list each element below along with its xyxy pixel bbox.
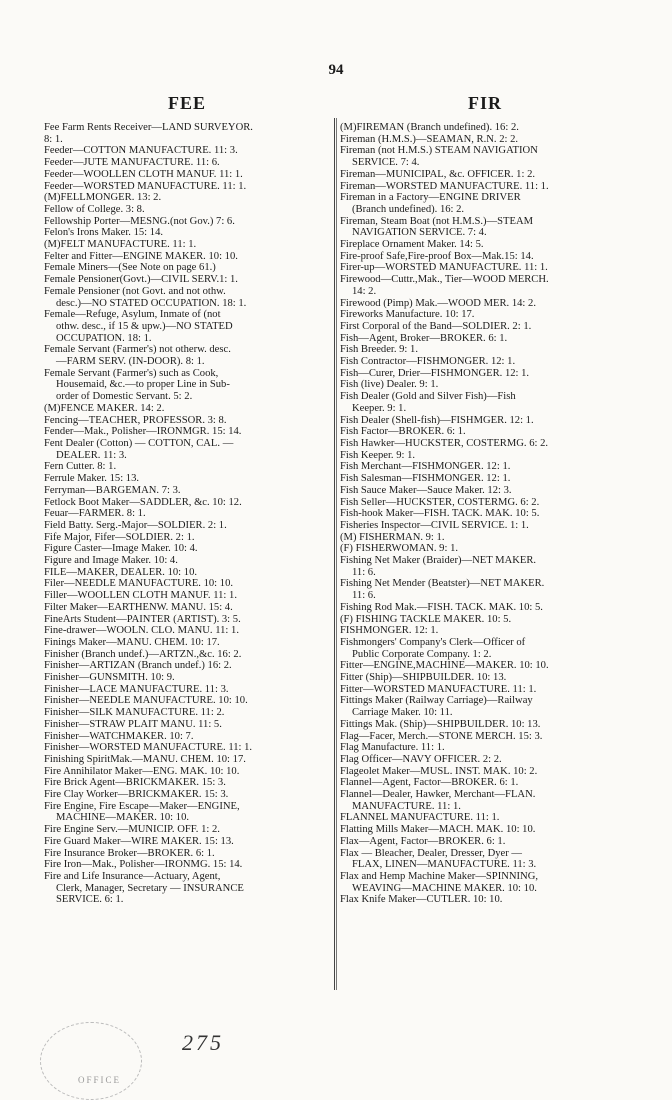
index-entry: Flannel—Agent, Factor—BROKER. 6: 1. <box>340 777 519 789</box>
index-entry: Fire Brick Agent—BRICKMAKER. 15: 3. <box>44 777 226 789</box>
index-entry: Fender—Mak., Polisher—IRONMGR. 15: 14. <box>44 426 242 438</box>
index-entry: Ferrule Maker. 15: 13. <box>44 473 140 485</box>
index-entry: 11: 6. <box>352 566 376 578</box>
index-entry: Fireman (H.M.S.)—SEAMAN, R.N. 2: 2. <box>340 133 519 145</box>
index-entry: Figure Caster—Image Maker. 10: 4. <box>44 543 198 555</box>
index-entry: Feeder—WORSTED MANUFACTURE. 11: 1. <box>44 180 247 192</box>
index-entry: Fish Dealer (Shell-fish)—FISHMGER. 12: 1. <box>340 414 534 426</box>
index-entry: DEALER. 11: 3. <box>56 449 127 461</box>
index-entry: Finisher—STRAW PLAIT MANU. 11: 5. <box>44 718 222 730</box>
index-entry: SERVICE. 6: 1. <box>56 894 124 906</box>
index-entry: OCCUPATION. 18: 1. <box>56 332 152 344</box>
index-entry: Fire Engine, Fire Escape—Maker—ENGINE, <box>44 800 240 812</box>
index-entry: FLANNEL MANUFACTURE. 11: 1. <box>340 812 500 824</box>
index-entry: Feeder—JUTE MANUFACTURE. 11: 6. <box>44 157 220 169</box>
index-entry: Fisheries Inspector—CIVIL SERVICE. 1: 1. <box>340 519 529 531</box>
index-entry: Fellowship Porter—MESNG.(not Gov.) 7: 6. <box>44 215 235 227</box>
heading-right: FIR <box>468 93 502 113</box>
index-entry: Fish Factor—BROKER. 6: 1. <box>340 426 466 438</box>
index-entry: Fish Hawker—HUCKSTER, COSTERMG. 6: 2. <box>340 437 549 449</box>
right-column <box>340 122 628 906</box>
index-entry: (F) FISHERWOMAN. 9: 1. <box>340 543 459 555</box>
index-entry: Flax — Bleacher, Dealer, Dresser, Dyer — <box>340 847 522 859</box>
index-entry: NAVIGATION SERVICE. 7: 4. <box>352 227 487 239</box>
index-entry: Firewood (Pimp) Mak.—WOOD MER. 14: 2. <box>340 297 536 309</box>
index-entry: Fent Dealer (Cotton) — COTTON, CAL. — <box>44 437 234 449</box>
index-entry: Fittings Mak. (Ship)—SHIPBUILDER. 10: 13. <box>340 718 541 730</box>
index-entry: Fishmongers' Company's Clerk—Officer of <box>340 636 526 648</box>
index-entry: Fireman, Steam Boat (not H.M.S.)—STEAM <box>340 215 534 227</box>
index-entry: Fern Cutter. 8: 1. <box>44 461 117 473</box>
index-entry: Female Miners—(See Note on page 61.) <box>44 262 216 274</box>
index-entry: Carriage Maker. 10: 11. <box>352 707 453 719</box>
index-entry: Fish-hook Maker—FISH. TACK. MAK. 10: 5. <box>340 508 540 520</box>
index-entry: Fire-proof Safe,Fire-proof Box—Mak.15: 14. <box>340 250 534 262</box>
index-entry: Flag Manufacture. 11: 1. <box>340 742 445 754</box>
index-entry: Fireworks Manufacture. 10: 17. <box>340 309 475 321</box>
index-entry: Fire Guard Maker—WIRE MAKER. 15: 13. <box>44 835 234 847</box>
index-entry: Finisher—LACE MANUFACTURE. 11: 3. <box>44 683 229 695</box>
index-entry: desc.)—NO STATED OCCUPATION. 18: 1. <box>56 297 247 309</box>
column-divider-inner <box>336 118 338 990</box>
index-entry: 14: 2. <box>352 285 377 297</box>
index-entry: Housemaid, &c.—to proper Line in Sub- <box>56 379 230 391</box>
index-entry: Filter Maker—EARTHENW. MANU. 15: 4. <box>44 601 233 613</box>
index-entry: Firewood—Cuttr.,Mak., Tier—WOOD MERCH. <box>340 274 549 286</box>
index-entry: Keeper. 9: 1. <box>352 402 407 414</box>
index-entry: Fine-drawer—WOOLN. CLO. MANU. 11: 1. <box>44 625 239 637</box>
index-entry: Fish Merchant—FISHMONGER. 12: 1. <box>340 461 511 473</box>
index-entry: Flageolet Maker—MUSL. INST. MAK. 10: 2. <box>340 765 538 777</box>
index-entry: Female Servant (Farmer's) not otherw. desc. <box>44 344 231 356</box>
index-entry: Fetlock Boot Maker—SADDLER, &c. 10: 12. <box>44 496 242 508</box>
index-entry: Finisher—ARTIZAN (Branch undef.) 16: 2. <box>44 660 232 672</box>
index-entry: Fitter (Ship)—SHIPBUILDER. 10: 13. <box>340 672 507 684</box>
stamp-text: OFFICE <box>78 1075 122 1085</box>
index-entry: (M)FELLMONGER. 13: 2. <box>44 192 162 204</box>
index-entry: Fishing Net Mender (Beatster)—NET MAKER. <box>340 578 545 590</box>
index-entry: Fireman—MUNICIPAL, &c. OFFICER. 1: 2. <box>340 168 536 180</box>
index-entry: Flag Officer—NAVY OFFICER. 2: 2. <box>340 753 502 765</box>
index-entry: Flag—Facer, Merch.—STONE MERCH. 15: 3. <box>340 730 543 742</box>
index-entry: Finisher—NEEDLE MANUFACTURE. 10: 10. <box>44 695 248 707</box>
index-entry: (M) FISHERMAN. 9: 1. <box>340 531 445 543</box>
index-entry: Fish—Agent, Broker—BROKER. 6: 1. <box>340 332 508 344</box>
index-entry: Fish Breeder. 9: 1. <box>340 344 418 356</box>
index-entry: Flax Knife Maker—CUTLER. 10: 10. <box>340 894 503 906</box>
index-entry: Fishing Rod Mak.—FISH. TACK. MAK. 10: 5. <box>340 601 543 613</box>
index-entry: Fire and Life Insurance—Actuary, Agent, <box>44 871 221 882</box>
index-entry: Feeder—WOOLLEN CLOTH MANUF. 11: 1. <box>44 168 243 180</box>
index-entry: Female Servant (Farmer's) such as Cook, <box>44 367 219 379</box>
index-entry: Flannel—Dealer, Hawker, Merchant—FLAN. <box>340 789 536 801</box>
index-entry: Felon's Irons Maker. 15: 14. <box>44 227 164 239</box>
handwritten-page-number: 275 <box>182 1030 224 1055</box>
index-entry: Fellow of College. 3: 8. <box>44 203 145 215</box>
index-entry: 11: 6. <box>352 590 376 602</box>
index-entry: order of Domestic Servant. 5: 2. <box>56 391 193 403</box>
index-entry: Firer-up—WORSTED MANUFACTURE. 11: 1. <box>340 262 548 274</box>
index-entry: (M)FENCE MAKER. 14: 2. <box>44 402 165 414</box>
index-entry: Fee Farm Rents Receiver—LAND SURVEYOR. <box>44 122 253 133</box>
index-entry: Fittings Maker (Railway Carriage)—Railway <box>340 695 533 707</box>
index-entry: MANUFACTURE. 11: 1. <box>352 800 461 812</box>
index-entry: MACHINE—MAKER. 10: 10. <box>56 812 190 824</box>
index-entry: Fish—Curer, Drier—FISHMONGER. 12: 1. <box>340 367 530 379</box>
index-entry: Fitter—ENGINE,MACHINE—MAKER. 10: 10. <box>340 660 549 672</box>
index-entry: Finings Maker—MANU. CHEM. 10: 17. <box>44 636 220 648</box>
index-entry: Public Corporate Company. 1: 2. <box>352 648 492 660</box>
index-entry: First Corporal of the Band—SOLDIER. 2: 1. <box>340 320 532 332</box>
index-entry: Fire Clay Worker—BRICKMAKER. 15: 3. <box>44 789 229 801</box>
index-entry: Fish Salesman—FISHMONGER. 12: 1. <box>340 473 511 485</box>
index-entry: Fencing—TEACHER, PROFESSOR. 3: 8. <box>44 414 227 426</box>
index-entry: Fireman—WORSTED MANUFACTURE. 11: 1. <box>340 180 549 192</box>
index-entry: othw. desc., if 15 & upw.)—NO STATED <box>56 320 233 332</box>
index-entry: Fishing Net Maker (Braider)—NET MAKER. <box>340 555 537 567</box>
index-entry: Finishing SpiritMak.—MANU. CHEM. 10: 17. <box>44 753 246 765</box>
index-entry: Fish (live) Dealer. 9: 1. <box>340 379 439 391</box>
index-entry: Filer—NEEDLE MANUFACTURE. 10: 10. <box>44 578 234 590</box>
index-entry: Fife Major, Fifer—SOLDIER. 2: 1. <box>44 531 195 543</box>
index-entry: 8: 1. <box>44 133 63 145</box>
heading-left: FEE <box>168 93 207 113</box>
index-entry: Filler—WOOLLEN CLOTH MANUF. 11: 1. <box>44 590 237 602</box>
index-entry: Fitter—WORSTED MANUFACTURE. 11: 1. <box>340 683 537 695</box>
index-entry: Fish Sauce Maker—Sauce Maker. 12: 3. <box>340 484 512 496</box>
index-entry: FLAX, LINEN—MANUFACTURE. 11: 3. <box>352 859 537 871</box>
index-entry: Felter and Fitter—ENGINE MAKER. 10: 10. <box>44 250 238 262</box>
library-stamp <box>40 1022 142 1100</box>
index-entry: Finisher (Branch undef.)—ARTZN.,&c. 16: 2. <box>44 648 242 660</box>
index-entry: FineArts Student—PAINTER (ARTIST). 3: 5. <box>44 613 241 625</box>
index-entry: Fish Dealer (Gold and Silver Fish)—Fish <box>340 391 516 403</box>
index-entry: Figure and Image Maker. 10: 4. <box>44 555 178 567</box>
index-entry: SERVICE. 7: 4. <box>352 157 420 169</box>
index-entry: FILE—MAKER, DEALER. 10: 10. <box>44 566 198 578</box>
index-entry: Female Pensioner(Govt.)—CIVIL SERV.1: 1. <box>44 274 238 286</box>
index-entry: Fireman (not H.M.S.) STEAM NAVIGATION <box>340 145 538 157</box>
index-entry: Female Pensioner (not Govt. and not othw. <box>44 285 226 297</box>
index-entry: (Branch undefined). 16: 2. <box>352 203 465 215</box>
index-entry: (M)FELT MANUFACTURE. 11: 1. <box>44 239 197 251</box>
index-entry: WEAVING—MACHINE MAKER. 10: 10. <box>352 882 537 894</box>
index-entry: Fireplace Ornament Maker. 14: 5. <box>340 239 484 251</box>
index-entry: Flax and Hemp Machine Maker—SPINNING, <box>340 871 539 882</box>
index-entry: Flatting Mills Maker—MACH. MAK. 10: 10. <box>340 824 536 836</box>
left-column <box>44 122 327 906</box>
page-number: 94 <box>328 62 344 78</box>
index-entry: Finisher—GUNSMITH. 10: 9. <box>44 672 175 684</box>
index-entry: Fireman in a Factory—ENGINE DRIVER <box>340 192 521 204</box>
index-entry: Fish Seller—HUCKSTER, COSTERMG. 6: 2. <box>340 496 540 508</box>
index-entry: Feuar—FARMER. 8: 1. <box>44 508 146 520</box>
index-entry: Fire Insurance Broker—BROKER. 6: 1. <box>44 847 215 859</box>
index-entry: Fish Keeper. 9: 1. <box>340 449 416 461</box>
index-entry: (F) FISHING TACKLE MAKER. 10: 5. <box>340 613 512 625</box>
index-entry: Finisher—SILK MANUFACTURE. 11: 2. <box>44 707 225 719</box>
index-entry: —FARM SERV. (IN-DOOR). 8: 1. <box>56 356 205 368</box>
index-entry: Fire Iron—Mak., Polisher—IRONMG. 15: 14. <box>44 859 243 871</box>
index-entry: Fire Engine Serv.—MUNICIP. OFF. 1: 2. <box>44 824 220 836</box>
index-entry: Field Batty. Serg.-Major—SOLDIER. 2: 1. <box>44 519 227 531</box>
index-entry: Fish Contractor—FISHMONGER. 12: 1. <box>340 356 516 368</box>
index-entry: Finisher—WORSTED MANUFACTURE. 11: 1. <box>44 742 253 754</box>
index-entry: Fire Annihilator Maker—ENG. MAK. 10: 10. <box>44 765 240 777</box>
index-entry: Finisher—WATCHMAKER. 10: 7. <box>44 730 194 742</box>
index-entry: Female—Refuge, Asylum, Inmate of (not <box>44 309 221 321</box>
index-entry: Feeder—COTTON MANUFACTURE. 11: 3. <box>44 145 238 157</box>
index-entry: Clerk, Manager, Secretary — INSURANCE <box>56 882 244 894</box>
index-entry: Flax—Agent, Factor—BROKER. 6: 1. <box>340 835 506 847</box>
index-entry: FISHMONGER. 12: 1. <box>340 625 439 637</box>
index-entry: (M)FIREMAN (Branch undefined). 16: 2. <box>340 122 519 133</box>
index-entry: Ferryman—BARGEMAN. 7: 3. <box>44 484 181 496</box>
